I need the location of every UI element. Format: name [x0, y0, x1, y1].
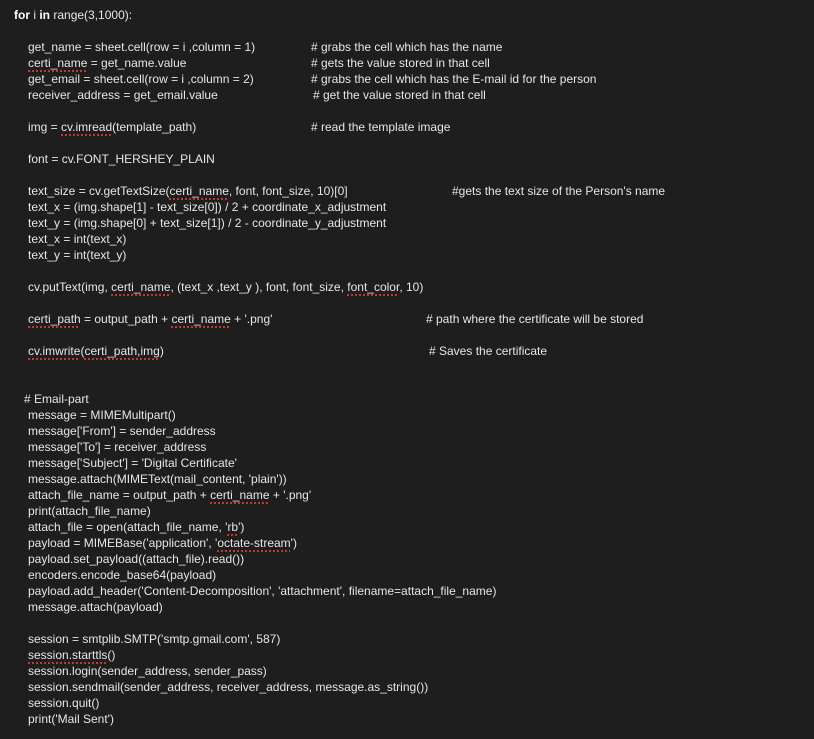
imread-func: cv.imread: [61, 120, 113, 134]
comment-img: # read the template image: [311, 120, 451, 134]
puttext-mid: , (text_x ,text_y ), font, font_size,: [170, 280, 348, 294]
code-line-text-size: [28, 183, 348, 199]
payload-prefix: payload = MIMEBase('application', ': [28, 536, 218, 550]
attach-name-rest: + '.png': [269, 488, 312, 502]
code-line-text-y: text_y = (img.shape[0] + text_size[1]) / 2 - coordinate_y_adjustment: [28, 216, 387, 230]
payload-rest: '): [290, 536, 297, 550]
attach-file-prefix: attach_file = open(attach_file_name, ': [28, 520, 228, 534]
code-line-email-part-comment: # Email-part: [24, 392, 89, 406]
code-line-sendmail: session.sendmail(sender_address, receiver_address, message.as_string()): [28, 680, 429, 694]
loop-header-line: [14, 7, 132, 23]
puttext-var: certi_name: [111, 280, 171, 294]
img-rest: (template_path): [112, 120, 197, 134]
comment-certi-name: # gets the value stored in that cell: [311, 56, 490, 70]
code-line-quit: session.quit(): [28, 696, 100, 710]
code-line-set-payload: payload.set_payload((attach_file).read()): [28, 552, 245, 566]
loop-var: i: [30, 8, 40, 22]
starttls-rest: (): [107, 648, 116, 662]
code-line-msg-attach-payload: message.attach(payload): [28, 600, 163, 614]
comment-text-size: #gets the text size of the Person's name: [452, 184, 666, 198]
code-line-msg-from: message['From'] = sender_address: [28, 424, 216, 438]
code-line-login: session.login(sender_address, sender_pass): [28, 664, 267, 678]
comment-receiver: # get the value stored in that cell: [313, 88, 486, 102]
code-line-attach-file: [28, 519, 244, 535]
comment-imwrite: # Saves the certificate: [429, 344, 548, 358]
keyword-for: for: [14, 8, 30, 22]
code-line-msg-to: message['To'] = receiver_address: [28, 440, 207, 454]
payload-var: octate-stream: [217, 536, 291, 550]
img-prefix: img =: [28, 120, 62, 134]
certi-name-rest: = get_name.value: [87, 56, 187, 70]
code-line-img: [28, 119, 196, 135]
code-line-message: message = MIMEMultipart(): [28, 408, 176, 422]
code-line-certi-path: [28, 311, 272, 327]
code-line-payload: [28, 535, 297, 551]
certi-path-var2: certi_name: [171, 312, 231, 326]
code-line-puttext: [28, 279, 423, 295]
puttext-rest: , 10): [399, 280, 424, 294]
imwrite-args: certi_path,img: [84, 344, 160, 358]
code-line-session: session = smtplib.SMTP('smtp.gmail.com', 587): [28, 632, 281, 646]
puttext-prefix: cv.putText(img,: [28, 280, 112, 294]
code-line-get-email: get_email = sheet.cell(row = i ,column = 2): [28, 72, 254, 86]
attach-file-rest: '): [238, 520, 245, 534]
imwrite-close: ): [159, 344, 164, 358]
puttext-var2: font_color: [347, 280, 400, 294]
certi-path-var: certi_path: [28, 312, 81, 326]
code-line-font: font = cv.FONT_HERSHEY_PLAIN: [28, 152, 215, 166]
attach-name-var: certi_name: [210, 488, 270, 502]
code-line-starttls: [28, 647, 115, 663]
imwrite-func: cv.imwrite: [28, 344, 81, 358]
code-line-certi-name: [28, 55, 186, 71]
code-line-text-x: text_x = (img.shape[1] - text_size[0]) / 2 + coordinate_x_adjustment: [28, 200, 387, 214]
code-line-imwrite: [28, 343, 164, 359]
certi-path-mid: = output_path +: [80, 312, 172, 326]
code-line-text-x-int: text_x = int(text_x): [28, 232, 127, 246]
code-line-get-name: get_name = sheet.cell(row = i ,column = 1): [28, 40, 256, 54]
text-size-rest: , font, font_size, 10)[0]: [228, 184, 348, 198]
certi-path-rest: + '.png': [230, 312, 273, 326]
code-line-encode: encoders.encode_base64(payload): [28, 568, 217, 582]
imwrite-paren: (: [80, 344, 85, 358]
code-line-add-header: payload.add_header('Content-Decomposition', 'attachment', filename=attach_file_name): [28, 584, 497, 598]
keyword-in: in: [39, 8, 51, 22]
starttls-func: session.starttls: [28, 648, 108, 662]
attach-file-var: rb: [227, 520, 239, 534]
text-size-var: certi_name: [169, 184, 229, 198]
code-line-print-sent: print('Mail Sent'): [28, 712, 114, 726]
certi-name-var: certi_name: [28, 56, 88, 70]
comment-get-name: # grabs the cell which has the name: [311, 40, 503, 54]
comment-get-email: # grabs the cell which has the E-mail id for the person: [311, 72, 597, 86]
attach-name-prefix: attach_file_name = output_path +: [28, 488, 211, 502]
text-size-prefix: text_size = cv.getTextSize(: [28, 184, 170, 198]
loop-range: range(3,1000):: [50, 8, 133, 22]
code-line-attach-name: [28, 487, 311, 503]
code-line-print-attach: print(attach_file_name): [28, 504, 151, 518]
code-line-receiver-address: receiver_address = get_email.value: [28, 88, 218, 102]
code-line-text-y-int: text_y = int(text_y): [28, 248, 127, 262]
code-line-msg-attach: message.attach(MIMEText(mail_content, 'plain')): [28, 472, 287, 486]
comment-certi-path: # path where the certificate will be stored: [426, 312, 644, 326]
code-line-msg-subject: message['Subject'] = 'Digital Certificate': [28, 456, 237, 470]
